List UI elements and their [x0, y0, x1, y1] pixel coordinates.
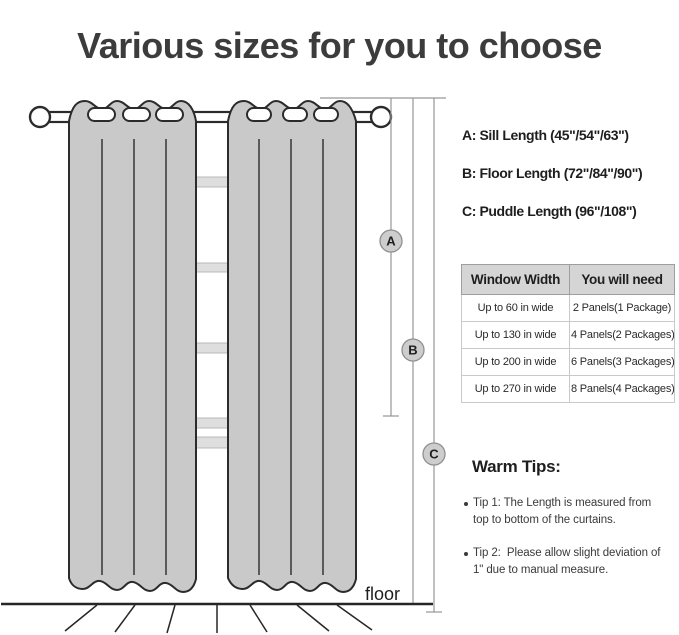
panel-quantity-table — [461, 264, 675, 403]
rod-finial-left-icon — [30, 107, 50, 127]
table-header-row — [462, 265, 675, 295]
bullet-dot-icon — [464, 502, 468, 506]
marker-c — [423, 443, 445, 465]
column-header-window-width: Window Width — [462, 265, 570, 295]
marker-a — [380, 230, 402, 252]
curtain-panel-right — [228, 101, 356, 592]
floor-hatch-lines — [65, 605, 372, 633]
table-row — [462, 295, 675, 322]
marker-b-label: B — [408, 342, 418, 358]
marker-a-label: A — [386, 233, 396, 249]
tip-item-1 — [462, 495, 651, 529]
table-row — [462, 376, 675, 403]
curtain-diagram — [0, 75, 460, 635]
rod-finial-right-icon — [371, 107, 391, 127]
tip-2-line-1: Tip 2: Please allow slight deviation of — [473, 547, 661, 559]
floor-label: floor — [364, 584, 400, 604]
tip-1-line-1: Tip 1: The Length is measured from — [473, 497, 652, 509]
length-option-b: B: Floor Length (72"/84"/90") — [462, 165, 643, 181]
cell-you-will-need: 6 Panels(3 Packages) — [570, 349, 675, 376]
cell-window-width: Up to 130 in wide — [462, 322, 570, 349]
table-row — [462, 349, 675, 376]
tip-2-line-2: 1" due to manual measure. — [473, 564, 609, 576]
info-column — [461, 75, 679, 635]
cell-you-will-need: 8 Panels(4 Packages) — [570, 376, 675, 403]
marker-b — [402, 339, 424, 361]
bullet-dot-icon — [464, 552, 468, 556]
length-option-a: A: Sill Length (45"/54"/63") — [462, 127, 629, 143]
marker-c-label: C — [429, 446, 439, 462]
cell-you-will-need: 2 Panels(1 Package) — [570, 295, 675, 322]
cell-window-width: Up to 200 in wide — [462, 349, 570, 376]
tip-1-line-2: top to bottom of the curtains. — [473, 514, 616, 526]
cell-window-width: Up to 270 in wide — [462, 376, 570, 403]
table-row — [462, 322, 675, 349]
length-option-c: C: Puddle Length (96"/108") — [462, 203, 637, 219]
grommet-slots-left — [88, 108, 183, 121]
grommet-slots-right — [247, 108, 338, 121]
curtain-panel-left — [69, 101, 196, 592]
cell-window-width: Up to 60 in wide — [462, 295, 570, 322]
cell-you-will-need: 4 Panels(2 Packages) — [570, 322, 675, 349]
column-header-you-will-need: You will need — [570, 265, 675, 295]
page-title: Various sizes for you to choose — [77, 25, 602, 67]
warm-tips-heading: Warm Tips: — [472, 457, 561, 476]
tip-item-2 — [462, 545, 660, 579]
window — [196, 100, 228, 604]
